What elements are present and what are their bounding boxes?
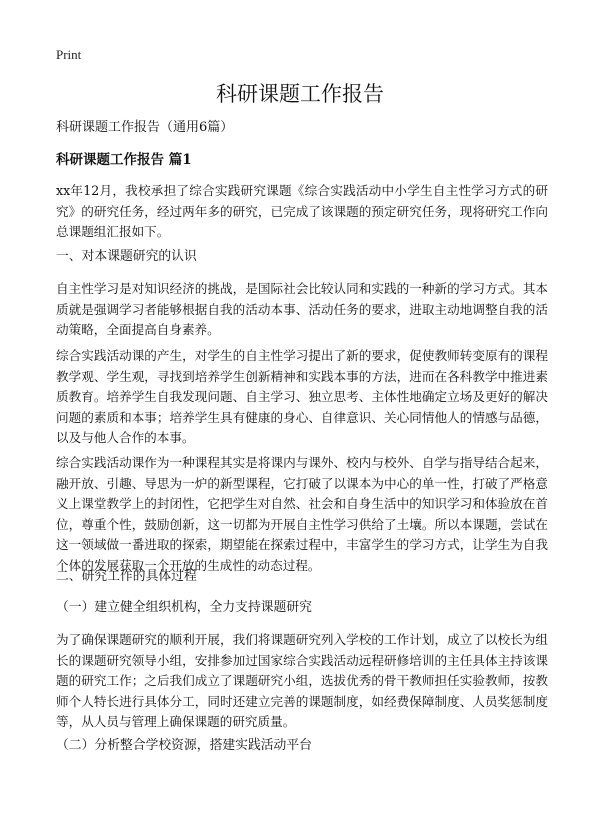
paragraph-practice-course: 综合实践活动课的产生，对学生的自主性学习提出了新的要求，促使教师转变原有的课程教学观、学生观，寻找到培养学生创新精神和实践本事的方法，进而在各科教学中推进素质教育。培养学生自我发现问题、自主学习、独立思考、主体性地确定立场及更好的解决问题的素质和本事；培养学生具有健康的身心、自律意识、关心同情他人的情感与品德，以及与他人合作的本事。 (56, 348, 548, 446)
section-heading: 科研课题工作报告 篇1 (56, 152, 192, 168)
page-title: 科研课题工作报告 (216, 82, 384, 106)
subheading-organization: （一）建立健全组织机构，全力支持课题研究 (56, 600, 312, 615)
paragraph-organization: 为了确保课题研究的顺利开展，我们将课题研究列入学校的工作计划，成立了以校长为组长的课题研究领导小组，安排参加过国家综合实践活动远程研修培训的主任具体主持该课题的研究工作；之后我们成立了课题研究小组，选拔优秀的骨干教师担任实验教师，按教师个人特长进行具体分工，同时还建立完善的课题制度，如经费保障制度、人员奖惩制度等，从人员与管理上确保课题的研究质量。 (56, 632, 548, 730)
print-link[interactable]: Print (56, 47, 82, 62)
document-subtitle: 科研课题工作报告（通用6篇） (56, 120, 234, 135)
subheading-resources: （二）分析整合学校资源，搭建实践活动平台 (56, 738, 312, 753)
heading-understanding: 一、对本课题研究的认识 (56, 249, 197, 264)
intro-paragraph: xx年12月，我校承担了综合实践研究课题《综合实践活动中小学生自主性学习方式的研究》的研究任务，经过两年多的研究，已完成了该课题的预定研究任务，现将研究工作向总课题组汇报如下。 (56, 183, 548, 240)
paragraph-course-nature: 综合实践活动课作为一种课程其实是将课内与课外、校内与校外、自学与指导结合起来，融开放、引趣、导思为一炉的新型课程，它打破了以课本为中心的单一性，打破了严格意义上课堂教学上的封闭性，它把学生对自然、社会和自身生活中的知识学习和体验放在首位，尊重个性，鼓励创新，这一切都为开展自主性学习供给了土壤。所以本课题，尝试在这一领域做一番进取的探索，期望能在探索过程中，丰富学生的学习方式，让学生为自我个体的发展获取一个开放的生成性的动态过程。 (56, 455, 548, 573)
heading-research-process: 二、研究工作的具体过程 (56, 569, 197, 584)
paragraph-autonomous-learning: 自主性学习是对知识经济的挑战，是国际社会比较认同和实践的一种新的学习方式。其本质就是强调学习者能够根据自我的活动本事、活动任务的要求，进取主动地调整自我的活动策略，全面提高自身素养。 (56, 281, 548, 338)
